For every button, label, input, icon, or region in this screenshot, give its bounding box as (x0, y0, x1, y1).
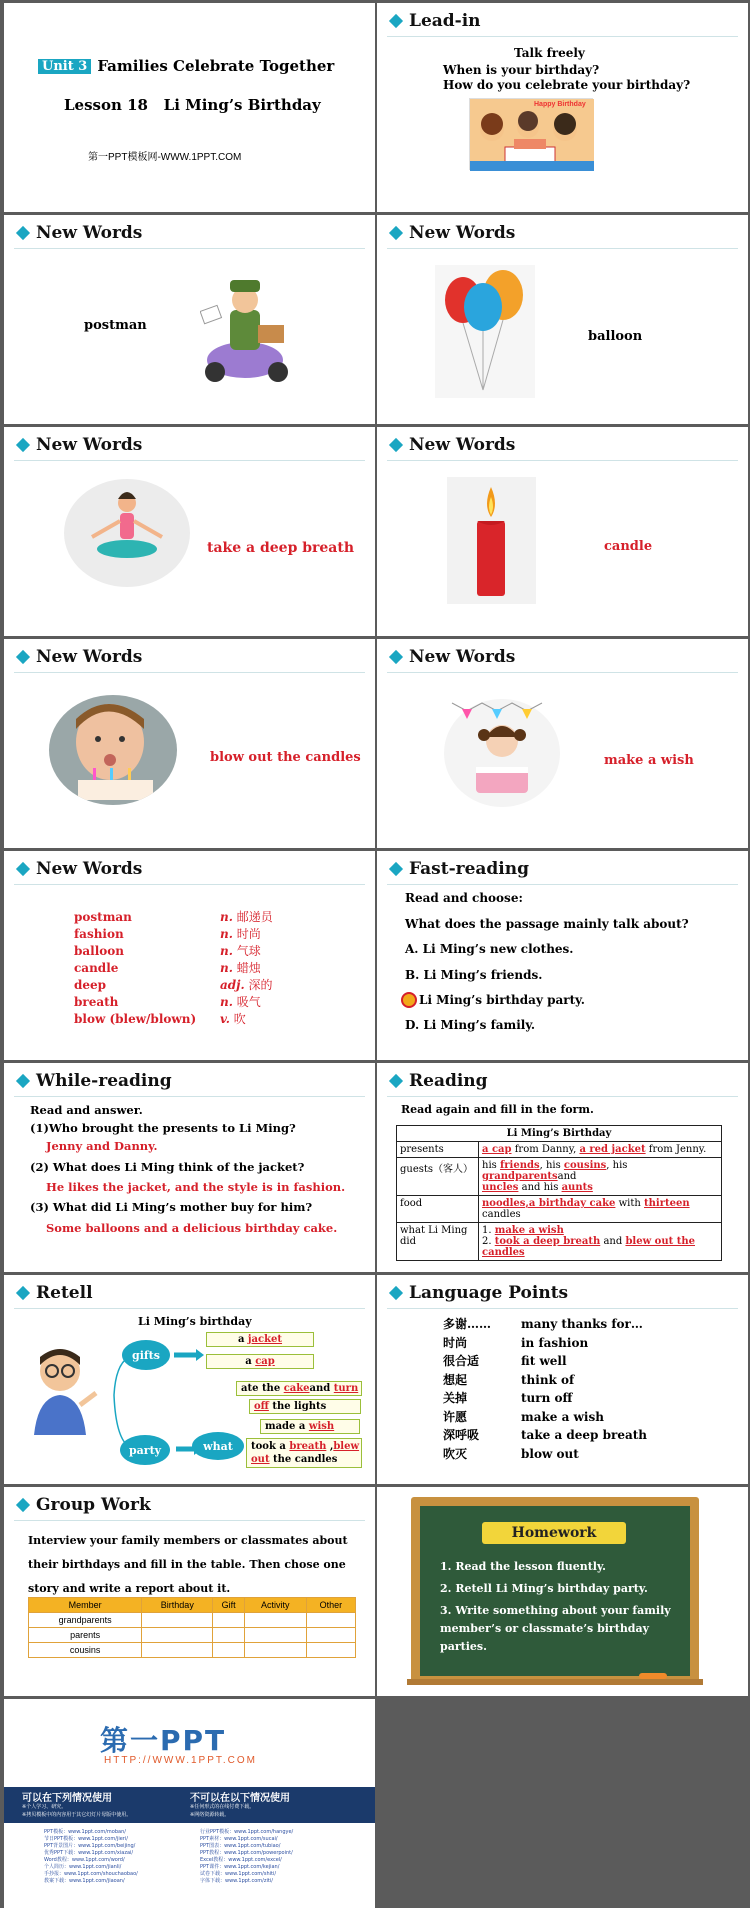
slide-heading: New Words (18, 223, 142, 243)
vocab-row (74, 977, 273, 994)
diamond-icon (389, 1286, 403, 1300)
group-instructions: Interview your family members or classmates about their birthdays and fill in the table. Then chose one story and write a report about it. (28, 1534, 348, 1595)
member-cell: grandparents (29, 1613, 142, 1628)
language-point-row (443, 1445, 647, 1464)
diamond-icon (16, 1074, 30, 1088)
balloon-image (435, 265, 535, 398)
vocab-meaning: n. 邮递员 (220, 910, 273, 924)
row-did: what Li Ming did (397, 1223, 479, 1261)
language-point-row (443, 1334, 647, 1353)
vocab-word: breath (74, 995, 119, 1009)
slide-heading: New Words (391, 647, 515, 667)
food-cell: noodles,a birthday cake with thirteen candles (479, 1196, 722, 1223)
diamond-icon (16, 438, 30, 452)
slide-ad[interactable] (4, 1699, 375, 1908)
ad-link[interactable]: 优秀PPT下载：www.1ppt.com/xiazai/ (44, 1850, 134, 1856)
homework-item-2: 2. Retell Li Ming’s birthday party. (440, 1582, 648, 1595)
blank-cell[interactable] (244, 1613, 306, 1628)
option-b[interactable]: B. Li Ming’s friends. (405, 968, 543, 982)
slide-new-words-balloon[interactable] (377, 215, 748, 424)
word-wish: make a wish (604, 753, 694, 768)
can-use-2: ※拷贝模板中的内容用于其它幻灯片母版中使用。 (22, 1812, 132, 1818)
slide-heading: Fast-reading (391, 859, 529, 879)
lp-chinese: 很合适 (443, 1354, 480, 1368)
language-point-row (443, 1426, 647, 1445)
word-breath: take a deep breath (207, 540, 355, 556)
group-header-cell: Activity (244, 1598, 306, 1613)
while-a3: Some balloons and a delicious birthday cake. (46, 1221, 338, 1235)
question-1: When is your birthday? (443, 63, 600, 77)
ad-link[interactable]: PPT教程：www.1ppt.com/powerpoint/ (200, 1850, 293, 1856)
lp-english: turn off (521, 1391, 573, 1405)
slide-fast-reading[interactable] (377, 851, 748, 1060)
unit-tag: Unit 3 (38, 59, 91, 74)
chalk-tray (407, 1679, 703, 1685)
gifts-node: gifts (122, 1340, 170, 1370)
unit-title: Families Celebrate Together (97, 57, 335, 75)
while-q1: (1)Who brought the presents to Li Ming? (30, 1121, 296, 1135)
option-a[interactable]: A. Li Ming’s new clothes. (405, 942, 574, 956)
diamond-icon (16, 1498, 30, 1512)
postman-image (200, 270, 290, 385)
language-point-row (443, 1315, 647, 1334)
group-header-cell: Other (306, 1598, 355, 1613)
diamond-icon (389, 1074, 403, 1088)
homework-title: Homework (482, 1522, 626, 1544)
lp-english: fit well (521, 1354, 567, 1368)
talk-freely: Talk freely (514, 46, 585, 60)
word-candle: candle (604, 539, 653, 554)
ad-link[interactable]: Word教程：www.1ppt.com/word/ (44, 1857, 125, 1863)
vocab-row (74, 994, 273, 1011)
vocab-word: candle (74, 961, 119, 975)
ad-link[interactable]: 教案下载：www.1ppt.com/jiaoan/ (44, 1878, 125, 1884)
language-point-row (443, 1352, 647, 1371)
while-a2: He likes the jacket, and the style is in fashion. (46, 1180, 346, 1194)
vocab-word: postman (74, 910, 132, 924)
box-wish: made a wish (260, 1419, 360, 1434)
slide-while-reading[interactable] (4, 1063, 375, 1272)
fast-prompt: Read and choose: (405, 891, 523, 905)
ad-link[interactable]: 手抄报：www.1ppt.com/shouchaobao/ (44, 1871, 138, 1877)
vocab-word: balloon (74, 944, 125, 958)
slide-lead-in[interactable] (377, 3, 748, 212)
box-cap: a cap (206, 1354, 314, 1369)
lp-chinese: 深呼吸 (443, 1428, 480, 1442)
fast-question: What does the passage mainly talk about? (405, 917, 689, 931)
presents-cell: a cap from Danny, a red jacket from Jenny. (479, 1142, 722, 1158)
vocab-meaning: n. 吸气 (220, 995, 261, 1009)
vocab-meaning: adj. 深的 (220, 978, 273, 992)
slide-new-words-breath[interactable] (4, 427, 375, 636)
vocab-row (74, 926, 273, 943)
blank-cell[interactable] (213, 1613, 244, 1628)
group-row (29, 1643, 356, 1658)
slide-new-words-wish[interactable] (377, 639, 748, 848)
diamond-icon (16, 862, 30, 876)
birthday-party-image (469, 98, 593, 170)
credit: 第一PPT模板网-WWW.1PPT.COM (88, 152, 242, 163)
ad-link[interactable]: PPT模板：www.1ppt.com/moban/ (44, 1829, 126, 1835)
question-2: How do you celebrate your birthday? (443, 78, 691, 92)
blank-cell[interactable] (142, 1628, 213, 1643)
reading-prompt: Read again and fill in the form. (401, 1103, 594, 1116)
cannot-use-1: ※任何形式的在线付费下载。 (190, 1804, 255, 1810)
lp-chinese: 多谢…… (443, 1317, 492, 1331)
member-cell: cousins (29, 1643, 142, 1658)
language-points-table (443, 1315, 647, 1463)
ad-link[interactable]: PPT素材：www.1ppt.com/sucai/ (200, 1836, 278, 1842)
chalk-icon (639, 1673, 667, 1679)
lp-english: think of (521, 1372, 575, 1387)
slide-vocabulary[interactable] (4, 851, 375, 1060)
while-prompt: Read and answer. (30, 1103, 143, 1117)
box-breath: took a breath ,blew out the candles (246, 1438, 362, 1468)
slide-reading[interactable] (377, 1063, 748, 1272)
slide-heading: Lead-in (391, 11, 481, 31)
form-title: Li Ming’s Birthday (397, 1126, 722, 1142)
slide-heading: Group Work (18, 1495, 151, 1515)
language-point-row (443, 1408, 647, 1427)
row-food: food (397, 1196, 479, 1223)
links-right (200, 1829, 293, 1885)
slide-heading: New Words (18, 435, 142, 455)
slide-new-words-postman[interactable] (4, 215, 375, 424)
group-header-cell: Gift (213, 1598, 244, 1613)
homework-item-3: 3. Write something about your family member’s or classmate’s birthday parties. (440, 1604, 671, 1653)
while-q3: (3) What did Li Ming’s mother buy for him? (30, 1200, 313, 1214)
homework-item-1: 1. Read the lesson fluently. (440, 1560, 606, 1573)
ad-link[interactable]: PPT背景图片：www.1ppt.com/beijing/ (44, 1843, 136, 1849)
vocab-row (74, 943, 273, 960)
slide-language-points[interactable] (377, 1275, 748, 1484)
ad-link[interactable]: Excel教程：www.1ppt.com/excel/ (200, 1857, 282, 1863)
banner-text: Happy Birthday (534, 101, 586, 108)
slide-retell[interactable] (4, 1275, 375, 1484)
member-cell: parents (29, 1628, 142, 1643)
lp-english: make a wish (521, 1409, 604, 1424)
slide-heading: Retell (18, 1283, 93, 1303)
option-d[interactable]: D. Li Ming’s family. (405, 1018, 536, 1032)
lp-chinese: 关掉 (443, 1391, 468, 1405)
ad-link[interactable]: 节日PPT模板：www.1ppt.com/jieri/ (44, 1836, 128, 1842)
vocab-word: blow (blew/blown) (74, 1012, 197, 1026)
ad-link[interactable]: 字体下载：www.1ppt.com/ziti/ (200, 1878, 273, 1884)
slide-heading: New Words (18, 647, 142, 667)
option-c[interactable]: Li Ming’s birthday party. (419, 993, 585, 1007)
what-node: what (192, 1432, 244, 1460)
diamond-icon (389, 438, 403, 452)
blank-cell[interactable] (244, 1628, 306, 1643)
correct-answer-icon (401, 992, 417, 1008)
retell-caption: Li Ming’s birthday (138, 1315, 252, 1328)
slide-title[interactable] (4, 3, 375, 212)
vocab-meaning: v. 吹 (220, 1012, 246, 1026)
can-use-1: ※个人学习、研究。 (22, 1804, 67, 1810)
ad-link[interactable]: PPT课件：www.1ppt.com/kejian/ (200, 1864, 280, 1870)
slide-heading: New Words (391, 223, 515, 243)
lp-english: in fashion (521, 1335, 589, 1350)
group-header-cell: Birthday (142, 1598, 213, 1613)
vocab-meaning: n. 蜡烛 (220, 961, 261, 975)
slide-new-words-blow[interactable] (4, 639, 375, 848)
boy-cartoon-image (24, 1345, 104, 1435)
lp-chinese: 想起 (443, 1372, 468, 1387)
cannot-use-title: 不可以在以下情况使用 (190, 1793, 290, 1804)
while-q2: (2) What does Li Ming think of the jacket? (30, 1160, 305, 1174)
blank-cell[interactable] (142, 1643, 213, 1658)
ad-banner (4, 1787, 375, 1823)
did-cell: 1. make a wish 2. took a deep breath and blew out the candles (479, 1223, 722, 1261)
blackboard (411, 1497, 699, 1685)
diamond-icon (389, 862, 403, 876)
vocab-meaning: n. 气球 (220, 944, 261, 958)
ad-link[interactable]: PPT图表：www.1ppt.com/tubiao/ (200, 1843, 281, 1849)
ad-link[interactable]: 个人简历：www.1ppt.com/jianli/ (44, 1864, 122, 1870)
while-a1: Jenny and Danny. (46, 1139, 158, 1153)
cannot-use-2: ※网络资源转载。 (190, 1812, 230, 1818)
can-use-title: 可以在下列情况使用 (22, 1793, 112, 1804)
blank-cell[interactable] (306, 1613, 355, 1628)
brand-logo: 第一PPT (100, 1724, 227, 1757)
blank-cell[interactable] (244, 1643, 306, 1658)
group-row (29, 1613, 356, 1628)
group-row (29, 1628, 356, 1643)
word-postman: postman (84, 318, 147, 333)
language-point-row (443, 1389, 647, 1408)
blank-cell[interactable] (213, 1628, 244, 1643)
group-header-cell: Member (29, 1598, 142, 1613)
vocab-word: deep (74, 978, 107, 992)
girl-making-wish-image (442, 697, 562, 809)
box-cake: ate the cakeand turn (236, 1381, 362, 1396)
slide-group-work[interactable] (4, 1487, 375, 1696)
vocab-meaning: n. 时尚 (220, 927, 261, 941)
slide-heading: Reading (391, 1071, 488, 1091)
row-guests: guests（客人） (397, 1158, 479, 1196)
language-point-row (443, 1371, 647, 1390)
meditation-image (62, 477, 192, 589)
lp-english: take a deep breath (521, 1428, 648, 1442)
vocab-row (74, 960, 273, 977)
vocab-row (74, 909, 273, 926)
blank-cell[interactable] (306, 1628, 355, 1643)
guests-cell: his friends, his cousins, his grandparentsand uncles and his aunts (479, 1158, 722, 1196)
slide-homework[interactable] (377, 1487, 748, 1696)
word-blow: blow out the candles (210, 750, 361, 765)
vocab-table (74, 909, 273, 1028)
row-presents: presents (397, 1142, 479, 1158)
lesson-title: Lesson 18 Li Ming’s Birthday (64, 96, 321, 114)
slide-heading: Language Points (391, 1283, 568, 1303)
party-node: party (120, 1435, 170, 1465)
diamond-icon (389, 650, 403, 664)
links-left (44, 1829, 138, 1885)
boy-blowing-candles-image (48, 694, 178, 806)
group-header-row (29, 1598, 356, 1613)
lp-chinese: 许愿 (443, 1409, 468, 1424)
word-balloon: balloon (588, 329, 643, 344)
box-jacket: a jacket (206, 1332, 314, 1347)
blank-cell[interactable] (142, 1613, 213, 1628)
diamond-icon (389, 14, 403, 28)
blank-cell[interactable] (213, 1643, 244, 1658)
diamond-icon (16, 226, 30, 240)
box-lights: off the lights (249, 1399, 361, 1414)
slide-heading: New Words (391, 435, 515, 455)
slide-new-words-candle[interactable] (377, 427, 748, 636)
diamond-icon (389, 226, 403, 240)
vocab-row (74, 1011, 273, 1028)
lp-chinese: 吹灭 (443, 1446, 468, 1461)
slide-heading: New Words (18, 859, 142, 879)
reading-form (396, 1125, 722, 1261)
vocab-word: fashion (74, 927, 124, 941)
diamond-icon (16, 650, 30, 664)
slide-heading: While-reading (18, 1071, 172, 1091)
ad-link[interactable]: 试卷下载：www.1ppt.com/shiti/ (200, 1871, 277, 1877)
lp-english: blow out (521, 1446, 579, 1461)
brand-url[interactable]: HTTP://WWW.1PPT.COM (104, 1755, 257, 1766)
blank-cell[interactable] (306, 1643, 355, 1658)
group-table (28, 1597, 356, 1658)
candle-image (447, 477, 536, 604)
lp-chinese: 时尚 (443, 1335, 468, 1350)
ad-link[interactable]: 行业PPT模板：www.1ppt.com/hangye/ (200, 1829, 294, 1835)
diamond-icon (16, 1286, 30, 1300)
lp-english: many thanks for… (521, 1317, 643, 1331)
